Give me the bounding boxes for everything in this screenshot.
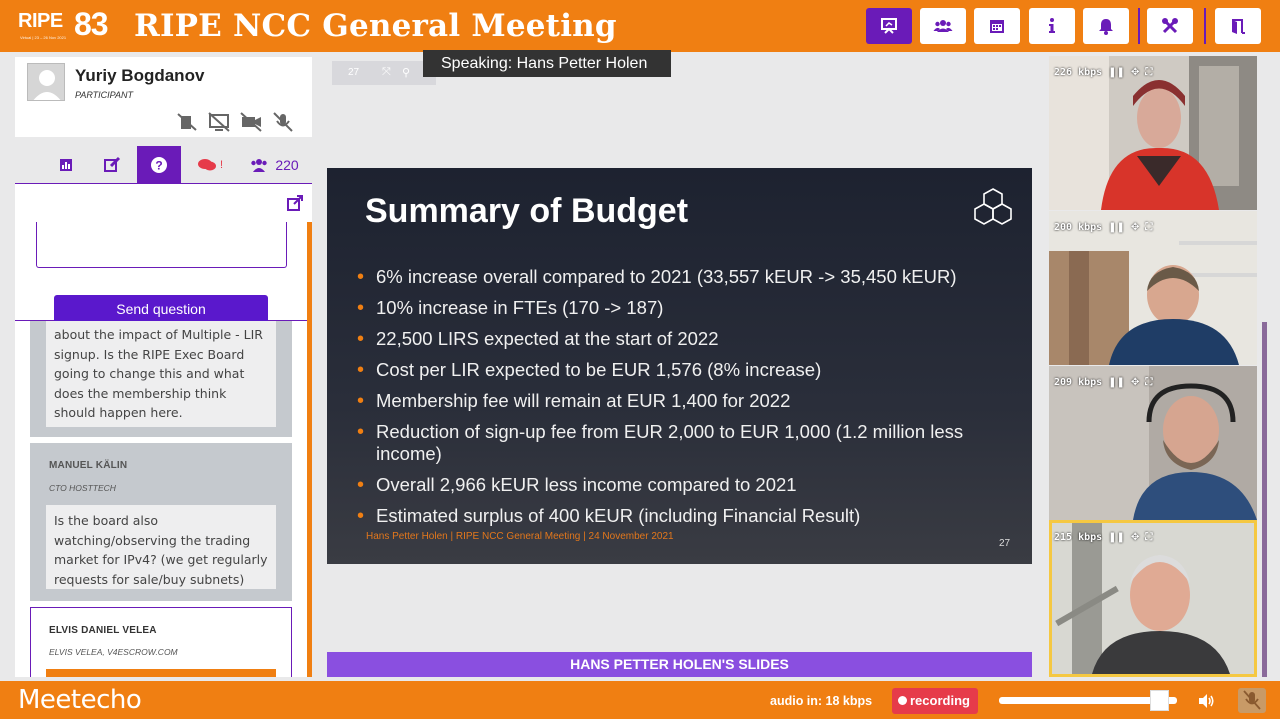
header-divider xyxy=(1138,8,1140,44)
tab-chat[interactable] xyxy=(187,146,233,183)
participant-video xyxy=(1052,523,1254,674)
meetecho-logo: Meetecho xyxy=(18,685,142,715)
bullet-item: • 10% increase in FTEs (170 -> 187) xyxy=(357,297,997,319)
user-silhouette-icon xyxy=(28,64,65,101)
bullet-item: • Overall 2,966 kEUR less income compared to 2021 xyxy=(357,474,997,496)
presentation-icon xyxy=(879,16,899,36)
user-role: PARTICIPANT xyxy=(75,90,134,100)
video-tile[interactable] xyxy=(1049,211,1257,365)
ripe-ncc-logo-icon xyxy=(971,186,1015,230)
presentation-slide xyxy=(327,168,1032,564)
tools-button[interactable] xyxy=(1147,8,1193,44)
recording-label: recording xyxy=(910,693,970,708)
question-icon xyxy=(150,156,168,174)
recording-indicator xyxy=(892,688,978,714)
pause-icon[interactable]: ❚❚ xyxy=(1108,67,1125,78)
fullscreen-icon[interactable]: ⛶ xyxy=(1145,67,1153,78)
question-author-role: CTO HOSTTECH xyxy=(49,483,116,493)
bitrate: 209 kbps xyxy=(1054,377,1103,388)
tab-questions[interactable] xyxy=(137,146,181,183)
participant-video xyxy=(1049,56,1257,210)
agenda-button[interactable] xyxy=(974,8,1020,44)
zoom-icon[interactable]: ⚲ xyxy=(402,67,411,79)
chat-badge: ! xyxy=(219,158,224,171)
participant-video xyxy=(1049,366,1257,520)
slides-owner-bar[interactable]: HANS PETTER HOLEN'S SLIDES xyxy=(327,652,1032,677)
bullet-item: • Estimated surplus of 400 kEUR (including Financial Result) xyxy=(357,505,997,527)
send-question-button[interactable]: Send question xyxy=(54,295,268,321)
bullet-item: • 6% increase overall compared to 2021 (33,557 kEUR -> 35,450 kEUR) xyxy=(357,266,997,288)
question-author-role: ELVIS VELEA, V4ESCROW.COM xyxy=(49,647,178,657)
mic-off-icon[interactable] xyxy=(271,111,295,133)
slide-number: 27 xyxy=(999,538,1011,549)
tab-notes[interactable] xyxy=(89,146,135,183)
notifications-button[interactable] xyxy=(1083,8,1129,44)
presentation-button[interactable] xyxy=(866,8,912,44)
bullet-item: • 22,500 LIRS expected at the start of 2022 xyxy=(357,328,997,350)
slide-title: Summary of Budget xyxy=(365,192,689,230)
questions-list[interactable] xyxy=(15,321,308,677)
question-highlight xyxy=(46,669,276,677)
bullet-item: • Membership fee will remain at EUR 1,400 for 2022 xyxy=(357,390,997,412)
edit-icon xyxy=(103,156,121,174)
pause-icon[interactable]: ❚❚ xyxy=(1108,222,1125,233)
fullscreen-icon[interactable]: ⛶ xyxy=(1145,532,1153,543)
avatar xyxy=(27,63,65,101)
slide-bullets xyxy=(357,266,997,536)
volume-slider-handle[interactable] xyxy=(1150,690,1169,711)
bullet-item: • Cost per LIR expected to be EUR 1,576 (8% increase) xyxy=(357,359,997,381)
tab-polls[interactable] xyxy=(44,146,88,183)
slide-toolbar xyxy=(332,61,436,85)
svg-text:?: ? xyxy=(155,158,163,172)
expand-icon[interactable]: ✥ xyxy=(1130,222,1140,233)
participant-video xyxy=(1049,211,1257,365)
pause-icon[interactable]: ❚❚ xyxy=(1108,532,1125,543)
mic-off-icon xyxy=(1238,688,1266,713)
side-tabs xyxy=(15,146,312,184)
bitrate: 200 kbps xyxy=(1054,222,1103,233)
popout-icon[interactable] xyxy=(286,194,304,212)
pause-icon[interactable]: ❚❚ xyxy=(1108,377,1125,388)
question-card xyxy=(30,321,292,437)
user-status-icons xyxy=(175,111,295,133)
question-form xyxy=(15,184,312,321)
user-name: Yuriy Bogdanov xyxy=(75,66,205,85)
info-icon xyxy=(1042,16,1062,36)
users-icon xyxy=(933,16,953,36)
calendar-icon xyxy=(987,16,1007,36)
video-scrollbar[interactable] xyxy=(1262,322,1267,677)
header-divider xyxy=(1204,8,1206,44)
speaking-indicator: Speaking: Hans Petter Holen xyxy=(423,50,671,77)
video-stats xyxy=(1054,67,1152,78)
audio-in-stats: audio in: 18 kbps xyxy=(770,694,873,708)
question-author: MANUEL KÄLIN xyxy=(49,460,128,471)
users-icon xyxy=(249,157,269,173)
top-bar: RIPE 83 Virtual | 23 – 26 Nov 2021 RIPE NCC General Meeting xyxy=(0,0,1280,52)
question-input[interactable] xyxy=(36,222,287,268)
video-stats xyxy=(1054,222,1152,233)
bullet-item: • Reduction of sign-up fee from EUR 2,000 to EUR 1,000 (1.2 million less income) xyxy=(357,421,997,465)
expand-icon[interactable]: ⤧ xyxy=(382,66,391,78)
bar-chart-icon xyxy=(59,158,73,172)
screen-share-off-icon[interactable] xyxy=(207,111,231,133)
user-card xyxy=(15,57,312,137)
camera-off-icon[interactable] xyxy=(239,111,263,133)
sidebar-scrollbar[interactable] xyxy=(307,222,312,677)
tab-participants[interactable] xyxy=(243,146,305,183)
question-text: Is the board also watching/observing the trading market for IPv4? (we get regularly requests for sale/buy subnets) xyxy=(46,505,276,589)
expand-icon[interactable]: ✥ xyxy=(1130,67,1140,78)
video-stats xyxy=(1054,377,1152,388)
bitrate: 215 kbps xyxy=(1054,532,1103,543)
expand-icon[interactable]: ✥ xyxy=(1130,532,1140,543)
participants-button[interactable] xyxy=(920,8,966,44)
question-author: ELVIS DANIEL VELEA xyxy=(49,625,157,636)
fullscreen-icon[interactable]: ⛶ xyxy=(1145,377,1153,388)
question-card xyxy=(30,607,292,677)
fullscreen-icon[interactable]: ⛶ xyxy=(1145,222,1153,233)
exit-button[interactable] xyxy=(1215,8,1261,44)
tools-icon xyxy=(1160,16,1180,36)
expand-icon[interactable]: ✥ xyxy=(1130,377,1140,388)
bitrate: 226 kbps xyxy=(1054,67,1103,78)
page-number: 27 xyxy=(348,67,360,78)
info-button[interactable] xyxy=(1029,8,1075,44)
hand-off-icon[interactable] xyxy=(175,111,199,133)
speaker-volume-icon[interactable] xyxy=(1196,691,1216,711)
exit-door-icon xyxy=(1228,16,1248,36)
mic-toggle-button[interactable] xyxy=(1238,688,1266,713)
video-stats xyxy=(1054,532,1152,543)
video-tile[interactable] xyxy=(1049,56,1257,210)
record-dot-icon xyxy=(898,696,907,705)
active-speaker-video-tile[interactable] xyxy=(1049,520,1257,677)
question-card xyxy=(30,443,292,601)
slide-footer: Hans Petter Holen | RIPE NCC General Meeting | 24 November 2021 xyxy=(366,531,674,542)
meeting-title: RIPE NCC General Meeting xyxy=(134,8,617,44)
bell-icon xyxy=(1096,16,1116,36)
video-tile[interactable] xyxy=(1049,366,1257,520)
chat-icon xyxy=(197,157,217,173)
participants-count: 220 xyxy=(275,156,299,173)
question-text: about the impact of Multiple - LIR signup. Is the RIPE Exec Board going to change this and what does the membership think should happen here. xyxy=(46,321,276,427)
